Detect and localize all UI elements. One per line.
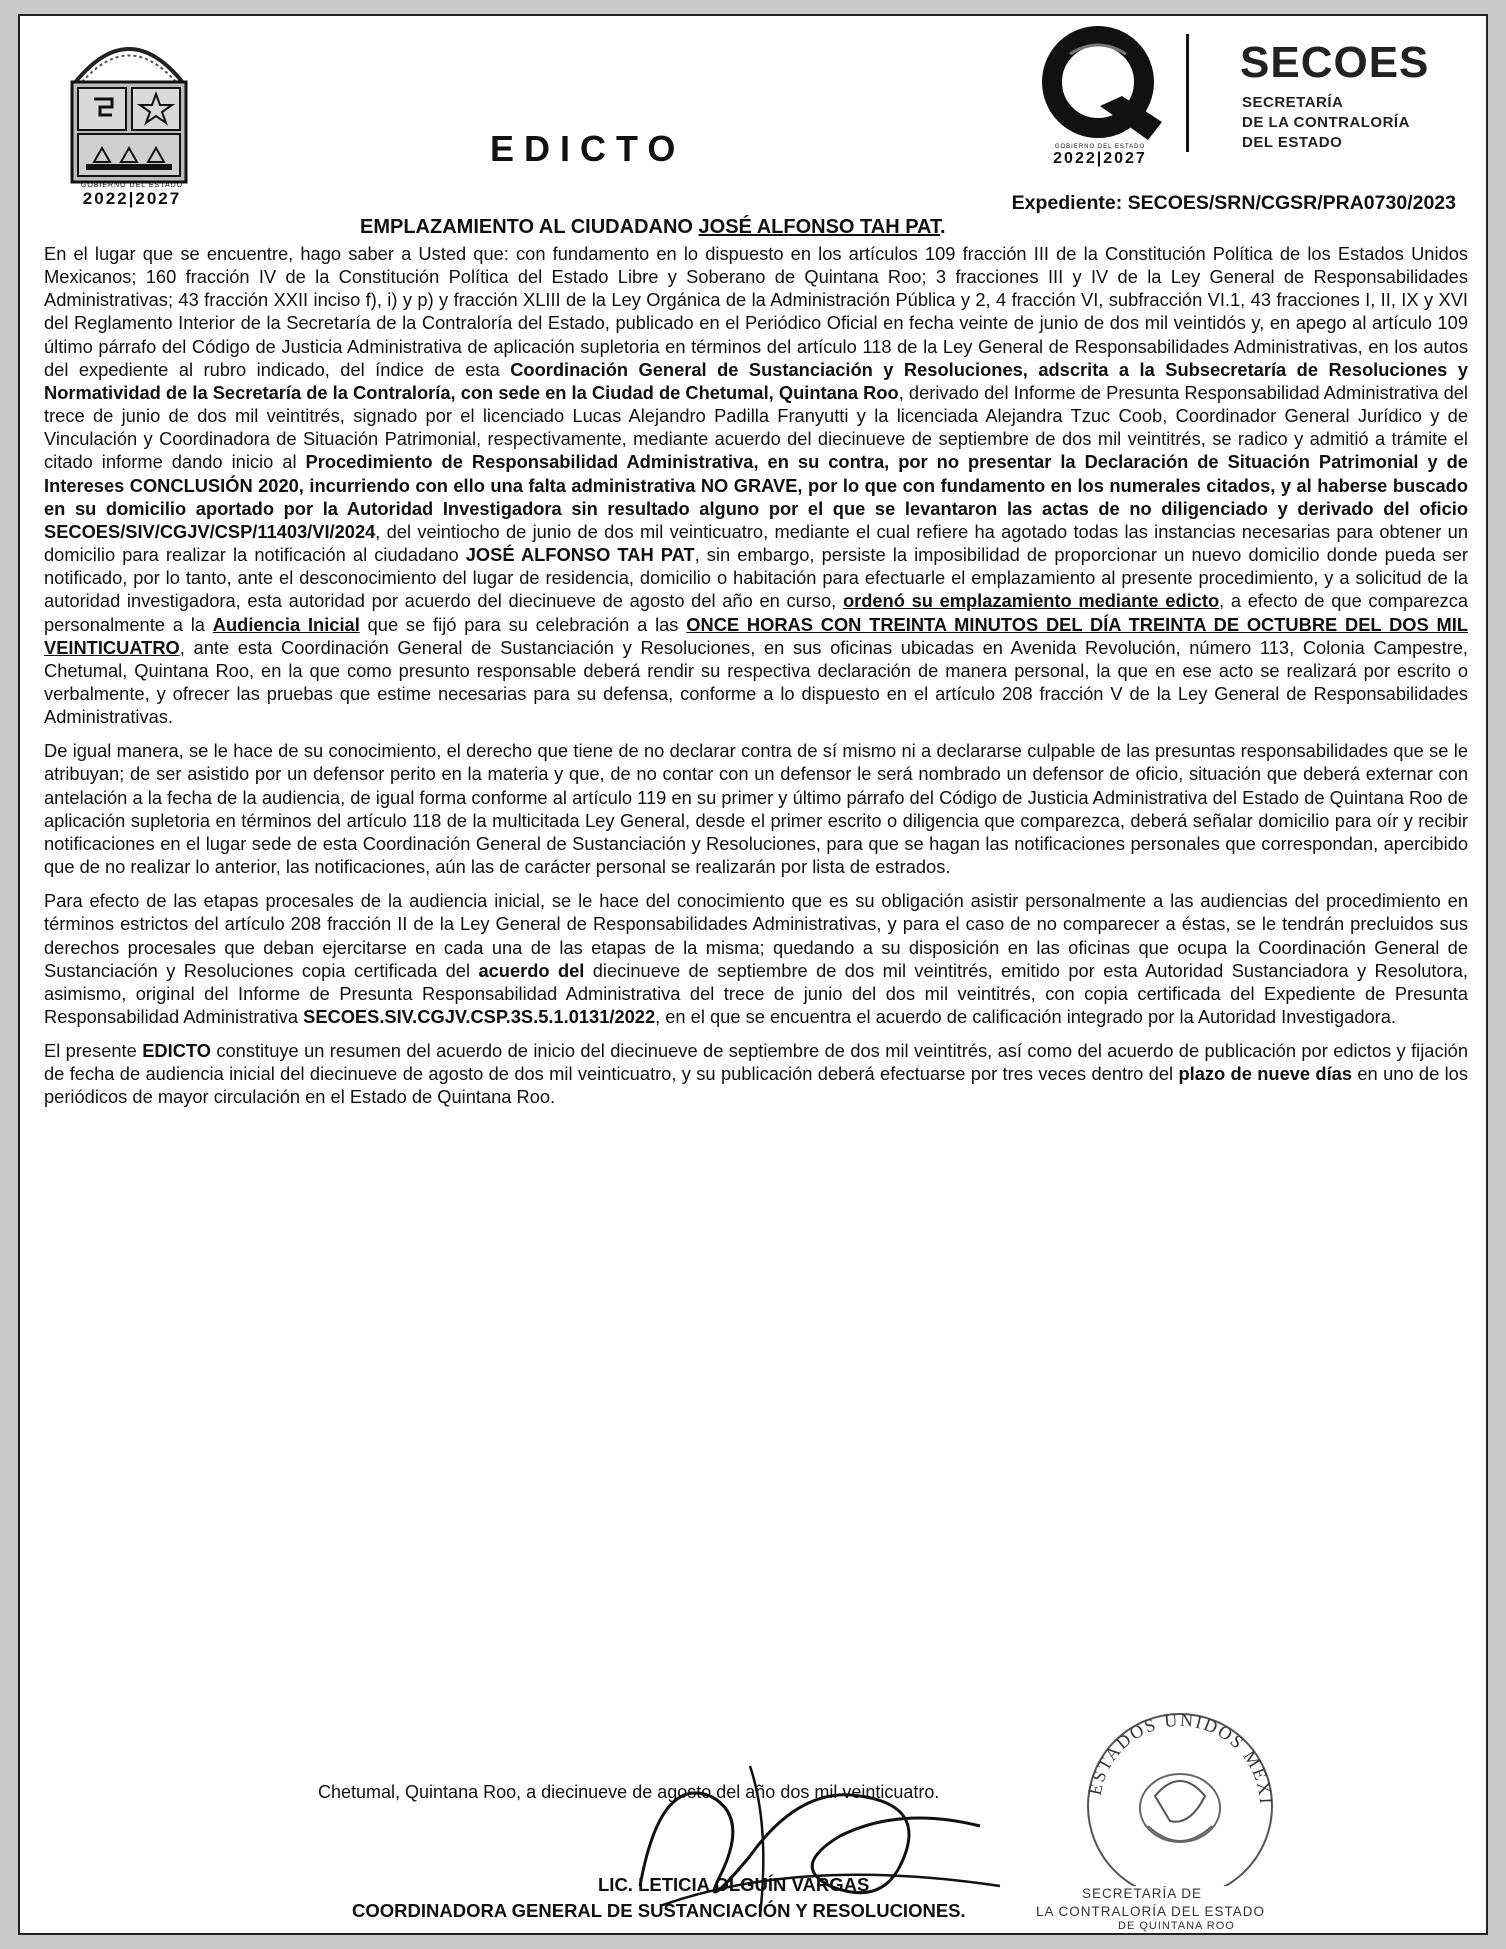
- document-page: [18, 14, 1488, 1935]
- emplazamiento-name: JOSÉ ALFONSO TAH PAT: [698, 216, 941, 238]
- document-title: EDICTO: [490, 128, 686, 169]
- p3-segment: diecinueve de septiembre de dos mil veintitrés, emitido por esta Autoridad Sustanciadora y Resolutora, asimismo, original del Informe de Presunta Responsabilidad Administrativa del trece de junio del dos mil veintitrés, con copia certificada del Expediente de Presunta Responsabilidad Administrativa: [44, 959, 1468, 1027]
- svg-text:ESTADOS UNIDOS MEXICANOS: [1060, 1686, 1276, 1806]
- brand-line-2: DE LA CONTRALORÍA: [1242, 114, 1410, 131]
- signer-name: LIC. LETICIA OLGUÍN VARGAS: [598, 1874, 870, 1895]
- header-divider: [1186, 34, 1189, 152]
- p3-segment: SECOES.SIV.CGJV.CSP.3S.5.1.0131/2022: [303, 1006, 656, 1027]
- official-seal: [1060, 1686, 1300, 1916]
- seal-line-1: SECRETARÍA DE: [1082, 1886, 1203, 1901]
- signer-title: COORDINADORA GENERAL DE SUSTANCIACIÓN Y RESOLUCIONES.: [352, 1900, 966, 1921]
- crest-icon: [54, 24, 204, 194]
- crest-caption-year: 2022|2027: [82, 189, 182, 208]
- q-logo-caption-small: GOBIERNO DEL ESTADO: [1054, 144, 1146, 150]
- crest-caption-small: GOBIERNO DEL ESTADO: [80, 182, 184, 189]
- p1-segment: ordenó su emplazamiento mediante edicto: [842, 590, 1220, 612]
- p1-segment: , ante esta Coordinación General de Sustanciación y Resoluciones, en sus oficinas ubicadas en Avenida Revolución, número 113, Colonia Campestre, Chetumal, Quintana Roo, en la que como presunto responsable deberá rendir su respectiva declaración de manera personal, la que en ese acto se realizará por escrito o verbalmente, y ofrecer las pruebas que estime necesarias para su defensa, conforme a lo dispuesto en el artículo 208 fracción V de la Ley General de Responsabilidades Administrativas.: [44, 636, 1468, 728]
- p1-segment: ONCE HORAS CON TREINTA MINUTOS DEL DÍA TREINTA DE OCTUBRE DEL DOS MIL VEINTICUATRO: [44, 613, 1468, 658]
- q-logo-caption-year: 2022|2027: [1053, 150, 1147, 167]
- secoes-brand: SECOES: [1240, 38, 1430, 87]
- p1-segment: Audiencia Inicial: [212, 613, 360, 635]
- crest-caption: [62, 182, 202, 209]
- q-logo-caption: [1030, 144, 1170, 168]
- p1-segment: que se fijó para su celebración a las: [359, 613, 687, 635]
- seal-line-2: LA CONTRALORÍA DEL ESTADO: [1036, 1904, 1266, 1919]
- edict-body: [44, 242, 1468, 1120]
- p4-segment: constituye un resumen del acuerdo de inicio del diecinueve de septiembre de dos mil veintitrés, así como del acuerdo de publicación por edictos y fijación de fecha de audiencia inicial del diecinueve de agosto de dos mil veinticuatro, y su publicación deberá efectuarse por tres veces dentro del: [44, 1040, 1468, 1085]
- p4-segment: plazo de nueve días: [1178, 1063, 1353, 1085]
- seal-icon: [1060, 1686, 1300, 1886]
- expediente-number: Expediente: SECOES/SRN/CGSR/PRA0730/2023: [1011, 192, 1456, 214]
- brand-line-3: DEL ESTADO: [1242, 134, 1343, 151]
- p1-segment: En el lugar que se encuentre, hago saber a Usted que: con fundamento en lo dispuesto en los artículos 109 fracción III de la Constitución Política de los Estados Unidos Mexicanos; 160 fracción IV de la Constitución Política del Estado Libre y Soberano de Quintana Roo; 3 fracciones III y IV de la Ley General de Responsabilidades Administrativas; 43 fracción XXII inciso f), i) y p) y fracción XLIII de la Ley Orgánica de la Administración Pública y 2, 4 fracción VI, subfracción VI.1, 43 fracciones I, II, IX y XVI del Reglamento Interior de la Secretaría de la Contraloría del Estado, publicado en el Periódico Oficial en fecha veinte de junio de dos mil veintidós y, en apego al artículo 109 último párrafo del Código de Justicia Administrativa de aplicación supletoria en términos del artículo 118 de la Ley General de Responsabilidades Administrativas, en los autos del expediente al rubro indicado, del índice de esta: [44, 243, 1468, 380]
- p3-segment: acuerdo del: [478, 959, 585, 981]
- emplazamiento-suffix: .: [940, 216, 946, 238]
- emplazamiento-prefix: EMPLAZAMIENTO AL CIUDADANO: [360, 216, 699, 238]
- p1-segment: , derivado del Informe de Presunta Responsabilidad Administrativa del trece de junio de dos mil veintitrés, signado por el licenciado Lucas Alejandro Padilla Franyutti y la licenciada Alejandra Tzuc Coob, Coordinador General Jurídico y de Vinculación y Coordinadora de Situación Patrimonial, respectivamente, mediante acuerdo del diecinueve de septiembre de dos mil veintitrés, se radico y admitió a trámite el citado informe dando inicio al: [44, 381, 1468, 473]
- paragraph-3: [44, 889, 1468, 1028]
- p4-segment: El presente: [44, 1040, 143, 1062]
- p3-segment: Para efecto de las etapas procesales de la audiencia inicial, se le hace del conocimiento que es su obligación asistir personalmente a las audiencias del procedimiento en términos estrictos del artículo 208 fracción II de la Ley General de Responsabilidades Administrativas, y para el caso de no comparecer a éstas, se le tendrán precluidos sus derechos procesales que deban ejercitarse en cada una de las etapas de la misma; quedando a su disposición en las oficinas que ocupa la Coordinación General de Sustanciación y Resoluciones copia certificada del: [44, 890, 1468, 981]
- p1-segment: , del veintiocho de junio de dos mil veinticuatro, mediante el cual refiere ha agotado todas las instancias necesarias para obtener un domicilio para realizar la notificación al ciudadano: [44, 520, 1468, 566]
- p4-segment: en uno de los periódicos de mayor circulación en el Estado de Quintana Roo.: [44, 1063, 1468, 1108]
- p1-segment: JOSÉ ALFONSO TAH PAT: [465, 544, 695, 566]
- seal-ring-text: ESTADOS UNIDOS MEXI: [1084, 1709, 1277, 1807]
- p2-segment: De igual manera, se le hace de su conocimiento, el derecho que tiene de no declarar contra de sí mismo ni a declararse culpable de las presuntas responsabilidades que se le atribuyan; de ser asistido por un defensor perito en la materia y que, de no contar con un defensor le será nombrado un defensor de oficio, situación que deberá externar con antelación a la fecha de la audiencia, de igual forma conforme al artículo 119 en su primer y último párrafo del Código de Justicia Administrativa del Estado de Quintana Roo de aplicación supletoria en términos del artículo 118 de la multicitada Ley General, desde el primer escrito o diligencia que comparezca, deberá señalar domicilio para oír y recibir notificaciones en el lugar sede de esta Coordinación General de Sustanciación y Resoluciones, para que se hagan las notificaciones personales que correspondan, apercibido que de no realizar lo anterior, las notificaciones, aún las de carácter personal se realizarán por lista de estrados.: [44, 740, 1468, 878]
- brand-line-1: SECRETARÍA: [1242, 94, 1344, 111]
- p1-segment: , a efecto de que comparezca personalmente a la: [44, 590, 1468, 635]
- paragraph-2: [44, 739, 1468, 878]
- place-and-date: Chetumal, Quintana Roo, a diecinueve de agosto del año dos mil veinticuatro.: [318, 1782, 940, 1802]
- paragraph-4: [44, 1039, 1468, 1108]
- p1-segment: , sin embargo, persiste la imposibilidad de proporcionar un nuevo domicilio donde pueda ser notificado, por lo tanto, ante el desconocimiento del lugar de residencia, domicilio o habitación para efectuarle el emplazamiento al presente procedimiento, y a solicitud de la autoridad investigadora, esta autoridad por acuerdo del diecinueve de agosto del año en curso,: [44, 544, 1468, 612]
- seal-line-3: DE QUINTANA ROO: [1118, 1920, 1235, 1932]
- emplazamiento-heading: [360, 216, 946, 239]
- p3-segment: , en el que se encuentra el acuerdo de calificación integrado por la Autoridad Investigadora.: [655, 1006, 1396, 1027]
- p1-segment: Procedimiento de Responsabilidad Administrativa, en su contra, por no presentar la Declaración de Situación Patrimonial y de Intereses CONCLUSIÓN 2020, incurriendo con ello una falta administrativa NO GRAVE, por lo que con fundamento en los numerales citados, y al haberse buscado en su domicilio aportado por la Autoridad Investigadora sin resultado alguno por el que se levantaron las actas de no diligenciado y derivado del oficio SECOES/SIV/CGJV/CSP/11403/VI/2024: [44, 451, 1468, 542]
- p1-segment: Coordinación General de Sustanciación y Resoluciones, adscrita a la Subsecretaría de Resoluciones y Normatividad de la Secretaría de la Contraloría, con sede en la Ciudad de Chetumal, Quintana Roo: [44, 358, 1468, 403]
- p4-segment: EDICTO: [142, 1040, 211, 1062]
- paragraph-1: [44, 242, 1468, 728]
- q-logo-icon: [1030, 22, 1170, 147]
